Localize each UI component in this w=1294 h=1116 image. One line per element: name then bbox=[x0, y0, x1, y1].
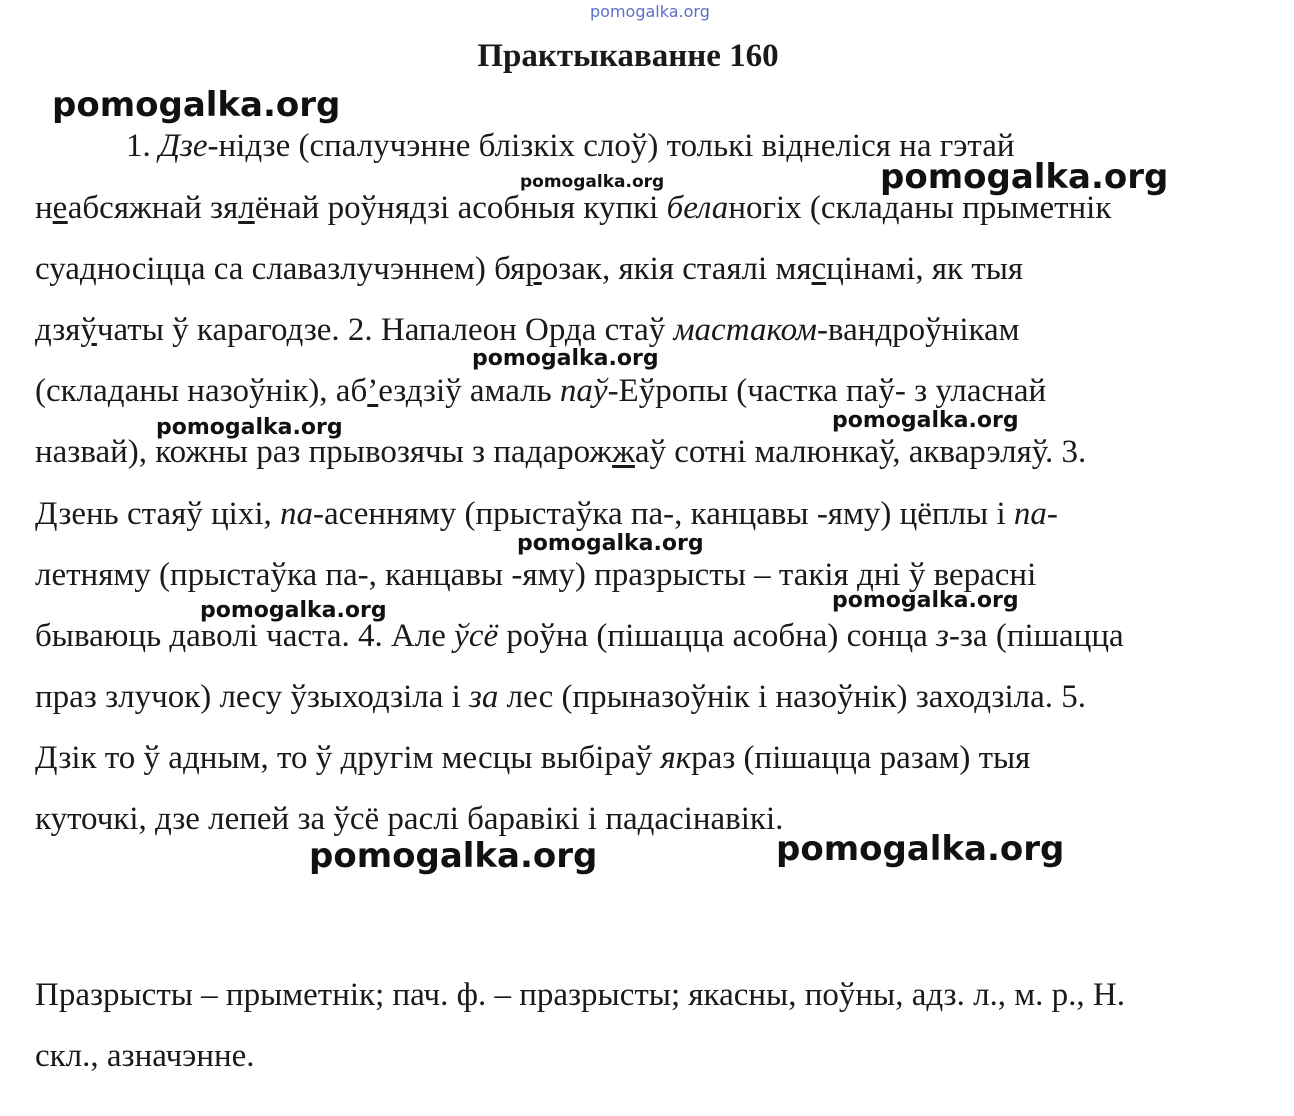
analysis-line-1: Празрысты – прыметнік; пач. ф. – празрысты; якасны, поўны, адз. л., м. р., Н. bbox=[35, 977, 1126, 1013]
watermark: pomogalka.org bbox=[200, 598, 387, 623]
watermark: pomogalka.org bbox=[156, 415, 343, 440]
text-line-5: (складаны назоўнік), аб’ездзіў амаль паў-Еўропы (частка паў- з уласнай bbox=[35, 373, 1047, 409]
watermark: pomogalka.org bbox=[832, 588, 1019, 613]
watermark: pomogalka.org bbox=[832, 408, 1019, 433]
analysis-line-2: скл., азначэнне. bbox=[35, 1038, 255, 1074]
text-line-6: назвай), кожны раз прывозячы з падарожжаў сотні малюнкаў, акварэляў. 3. bbox=[35, 434, 1087, 470]
watermark: pomogalka.org bbox=[309, 836, 598, 876]
text-line-2: неабсяжнай зялёнай роўнядзі асобныя купкі беланогіх (складаны прыметнік bbox=[35, 190, 1112, 226]
text-line-3: суадносіцца са славазлучэннем) бярозак, якія стаялі мясцінамі, як тыя bbox=[35, 251, 1024, 287]
watermark: pomogalka.org bbox=[520, 172, 665, 192]
text-line-7: Дзень стаяў ціхі, па-асенняму (прыстаўка па-, канцавы -яму) цёплы і па- bbox=[35, 496, 1058, 532]
text-line-10: праз злучок) лесу ўзыходзіла і за лес (прыназоўнік і назоўнік) заходзіла. 5. bbox=[35, 679, 1086, 715]
watermark-top: pomogalka.org bbox=[590, 2, 710, 21]
text-line-11: Дзік то ў адным, то ў другім месцы выбіраў якраз (пішацца разам) тыя bbox=[35, 740, 1031, 776]
watermark: pomogalka.org bbox=[472, 346, 659, 371]
text-line-4: дзяўчаты ў карагодзе. 2. Напалеон Орда стаў мастаком-вандроўнікам bbox=[35, 312, 1020, 348]
watermark: pomogalka.org bbox=[517, 531, 704, 556]
text-line-9: бываюць даволі часта. 4. Але ўсё роўна (пішацца асобна) сонца з-за (пішацца bbox=[35, 618, 1124, 654]
text-line-12: куточкі, дзе лепей за ўсё раслі баравікі і падасінавікі. bbox=[35, 801, 784, 837]
page-title: Практыкаванне 160 bbox=[477, 38, 779, 74]
text-line-8: летняму (прыстаўка па-, канцавы -яму) празрысты – такія дні ў верасні bbox=[35, 557, 1037, 593]
text-line-1: 1. Дзе-нідзе (спалучэнне блізкіх слоў) толькі віднеліся на гэтай bbox=[126, 128, 1015, 164]
watermark: pomogalka.org bbox=[776, 829, 1065, 869]
watermark: pomogalka.org bbox=[880, 157, 1169, 197]
watermark: pomogalka.org bbox=[52, 85, 341, 125]
